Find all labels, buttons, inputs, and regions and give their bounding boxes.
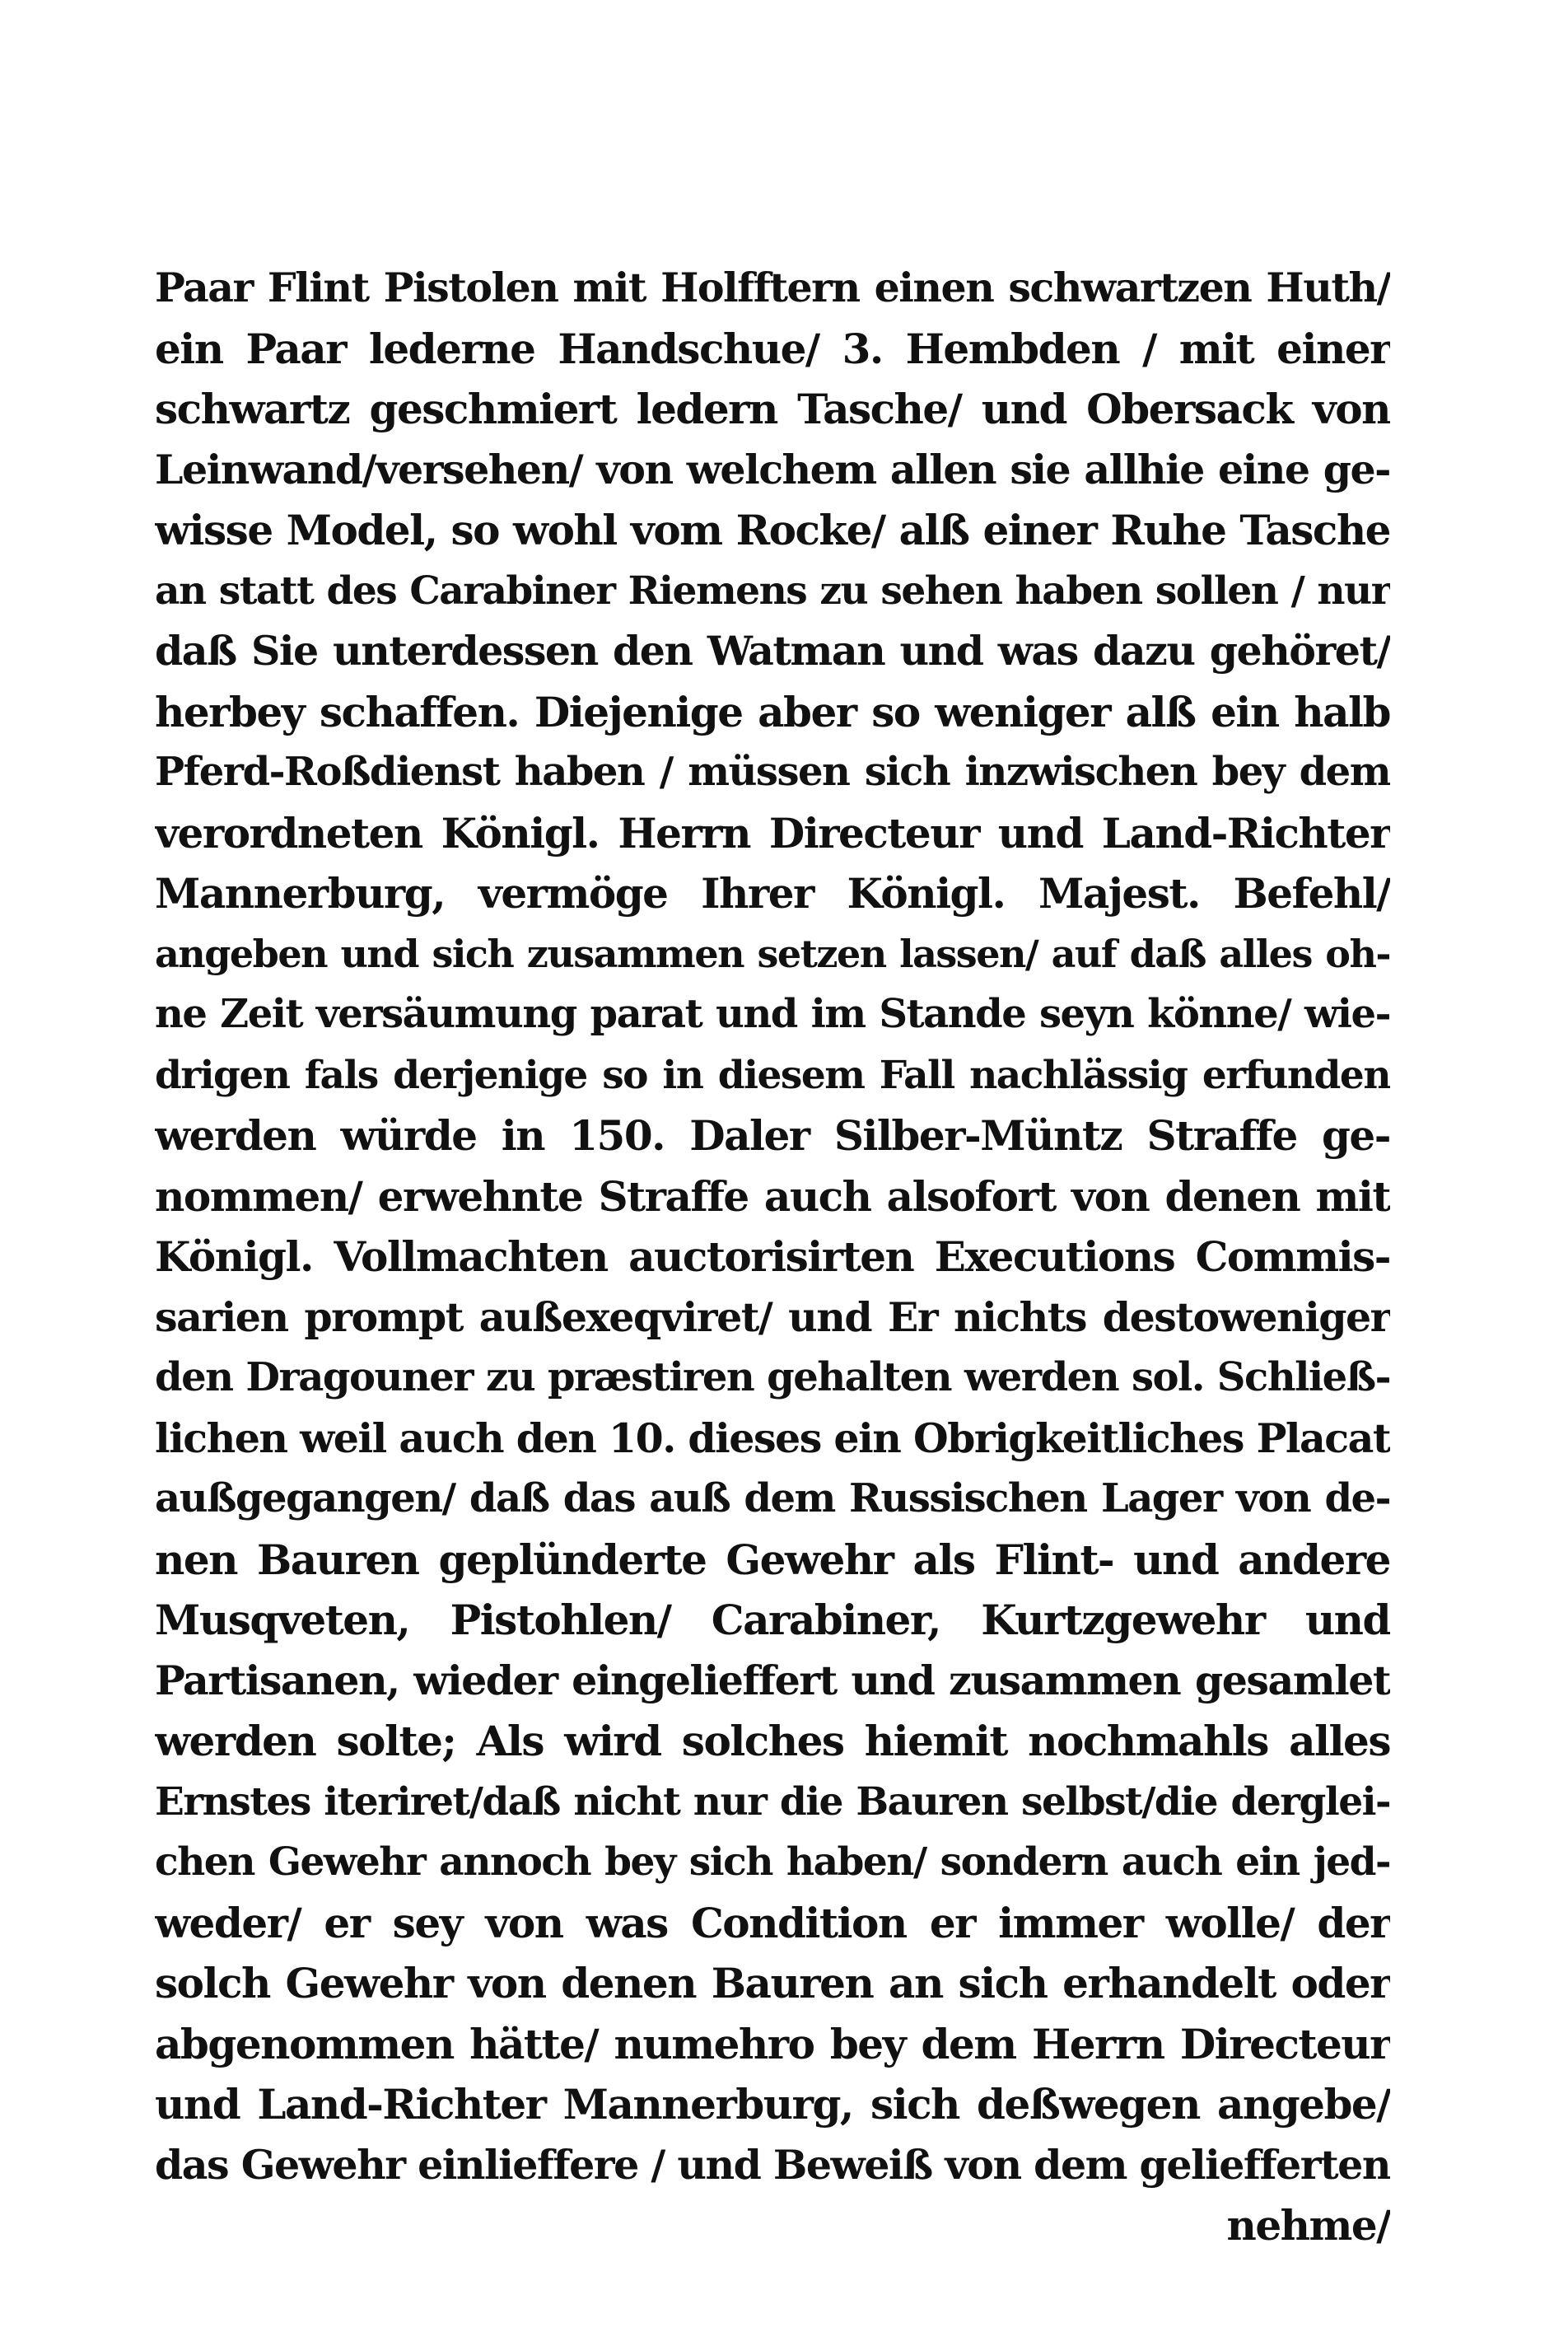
text-line: lichen weil auch den 10. dieses ein Obrigkeitliches Placat bbox=[155, 1414, 1390, 1462]
text-line: herbey schaffen. Diejenige aber so weniger alß ein halb bbox=[155, 687, 1390, 736]
text-line: verordneten Königl. Herrn Directeur und Land-Richter bbox=[155, 808, 1390, 858]
text-line: ein Paar lederne Handschue/ 3. Hembden / mit einer bbox=[155, 324, 1390, 373]
text-line: angeben und sich zusammen setzen lassen/ auf daß alles oh- bbox=[155, 931, 1390, 976]
text-line: weder/ er sey von was Condition er immer wolle/ der bbox=[155, 1898, 1390, 1947]
text-line: Paar Flint Pistolen mit Holfftern einen schwartzen Huth/ bbox=[155, 264, 1390, 311]
text-line: Musqveten, Pistohlen/ Carabiner, Kurtzgewehr und bbox=[155, 1596, 1390, 1644]
text-line: an statt des Carabiner Riemens zu sehen haben sollen / nur bbox=[155, 568, 1390, 614]
text-line: sarien prompt außexeqviret/ und Er nichts destoweniger bbox=[155, 1292, 1390, 1341]
text-line: daß Sie unterdessen den Watman und was dazu gehöret/ bbox=[155, 627, 1390, 675]
body-text bbox=[155, 258, 1390, 2256]
text-line: das Gewehr einlieffere / und Beweiß von dem geliefferten bbox=[155, 2140, 1390, 2189]
text-line: Mannerburg, vermöge Ihrer Königl. Majest. Befehl/ bbox=[155, 869, 1390, 918]
text-line: werden solte; Als wird solches hiemit nochmahls alles bbox=[155, 1717, 1390, 1765]
text-line: Leinwand/versehen/ von welchem allen sie allhie eine ge- bbox=[155, 445, 1390, 493]
text-line: den Dragouner zu præstiren gehalten werden sol. Schließ- bbox=[155, 1354, 1390, 1400]
text-line: Pferd-Roßdienst haben / müssen sich inzwischen bey dem bbox=[155, 749, 1390, 795]
text-line: Ernstes iteriret/daß nicht nur die Bauren selbst/die derglei- bbox=[155, 1778, 1390, 1825]
text-line: wisse Model, so wohl vom Rocke/ alß einer Ruhe Tasche bbox=[155, 506, 1390, 554]
text-line: ne Zeit versäumung parat und im Stande seyn könne/ wie- bbox=[155, 991, 1390, 1037]
text-line: werden würde in 150. Daler Silber-Müntz Straffe ge- bbox=[155, 1111, 1390, 1160]
text-line: chen Gewehr annoch bey sich haben/ sondern auch ein jed- bbox=[155, 1839, 1390, 1885]
text-line: solch Gewehr von denen Bauren an sich erhandelt oder bbox=[155, 1959, 1390, 2007]
catchword: nehme/ bbox=[1226, 2201, 1390, 2250]
text-line: drigen fals derjenige so in diesem Fall nachlässig erfunden bbox=[155, 1052, 1390, 1098]
text-line: nommen/ erwehnte Straffe auch alsofort von denen mit bbox=[155, 1171, 1390, 1221]
text-line: und Land-Richter Mannerburg, sich deßwegen angebe/ bbox=[155, 2080, 1390, 2129]
text-line: abgenommen hätte/ numehro bey dem Herrn Directeur bbox=[155, 2019, 1390, 2068]
text-line: nen Bauren geplünderte Gewehr als Flint- und andere bbox=[155, 1535, 1390, 1584]
text-line: Königl. Vollmachten auctorisirten Executions Commis- bbox=[155, 1232, 1390, 1281]
text-line: Partisanen, wieder eingelieffert und zusammen gesamlet bbox=[155, 1656, 1390, 1704]
text-line: schwartz geschmiert ledern Tasche/ und Obersack von bbox=[155, 385, 1390, 433]
text-line: außgegangen/ daß das auß dem Russischen Lager von de- bbox=[155, 1475, 1390, 1521]
